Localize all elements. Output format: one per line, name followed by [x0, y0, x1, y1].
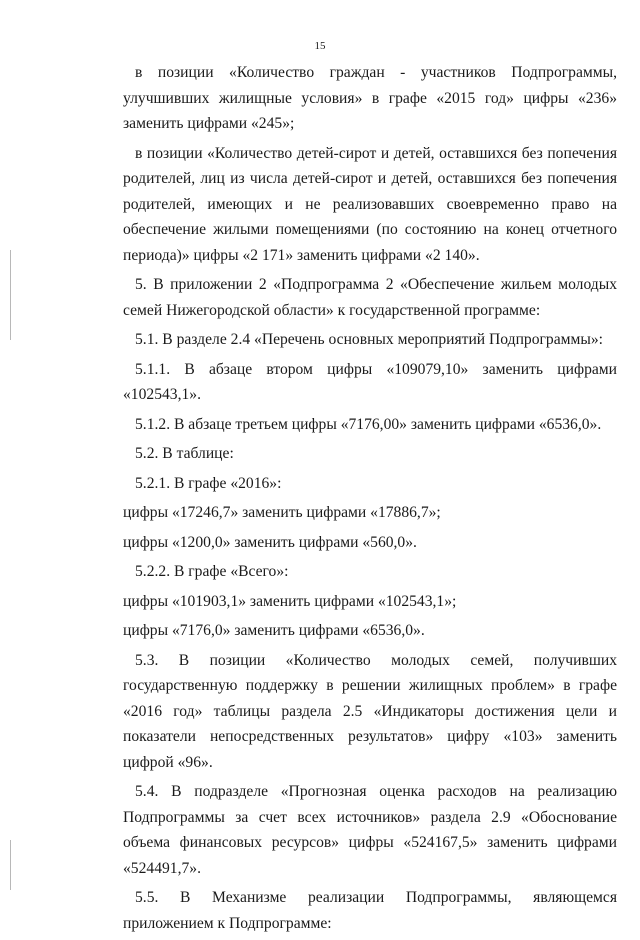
paragraph: 5.2.2. В графе «Всего»: [135, 563, 289, 580]
page-number: 15 [314, 40, 326, 52]
paragraph: 5.1.1. В абзаце втором цифры «109079,10» заменить цифрами «102543,1». [123, 360, 617, 403]
paragraph: 5.4. В подразделе «Прогнозная оценка расходов на реализацию Подпрограммы за счет всех источников» раздела 2.9 «Обоснование объема финансовых ресурсов» цифры «524167,5» заменить цифрами «524491,7». [123, 783, 617, 877]
paragraph: 5.2.1. В графе «2016»: [135, 474, 282, 492]
paragraph: цифры «101903,1» заменить цифрами «102543,1»; [123, 592, 457, 610]
paragraph: 5.1. В разделе 2.4 «Перечень основных мероприятий Подпрограммы»: [135, 331, 603, 348]
paragraph: цифры «17246,7» заменить цифрами «17886,7»; [123, 504, 441, 521]
paragraph: в позиции «Количество детей-сирот и детей, оставшихся без попечения родителей, лиц из числа детей-сирот и детей, оставшихся без попечения родителей, имеющих и не реализовавших своевременно право на обеспечение жилыми помещениями (по состоянию на конец отчетного периода)» цифры «2 171» заменить цифрами «2 140». [123, 144, 617, 264]
scan-edge-mark [10, 250, 11, 340]
paragraph: 5.2. В таблице: [135, 445, 234, 462]
paragraph: 5.1.2. В абзаце третьем цифры «7176,00» заменить цифрами «6536,0». [135, 415, 602, 433]
document-body [123, 60, 617, 940]
paragraph: цифры «7176,0» заменить цифрами «6536,0». [123, 622, 425, 639]
paragraph: 5. В приложении 2 «Подпрограмма 2 «Обеспечение жильем молодых семей Нижегородской области» к государственной программе: [123, 276, 617, 319]
paragraph: в позиции «Количество граждан - участников Подпрограммы, улучшивших жилищные условия» в графе «2015 год» цифры «236» заменить цифрами «245»; [123, 64, 617, 132]
paragraph: 5.5. В Механизме реализации Подпрограммы, являющемся приложением к Подпрограмме: [123, 889, 617, 932]
scan-edge-mark [10, 840, 11, 890]
paragraph: 5.3. В позиции «Количество молодых семей, получивших государственную поддержку в решении жилищных проблем» в графе «2016 год» таблицы раздела 2.5 «Индикаторы достижения цели и показатели непосредственных результатов» цифру «103» заменить цифрой «96». [123, 651, 617, 771]
paragraph: цифры «1200,0» заменить цифрами «560,0». [123, 533, 417, 551]
